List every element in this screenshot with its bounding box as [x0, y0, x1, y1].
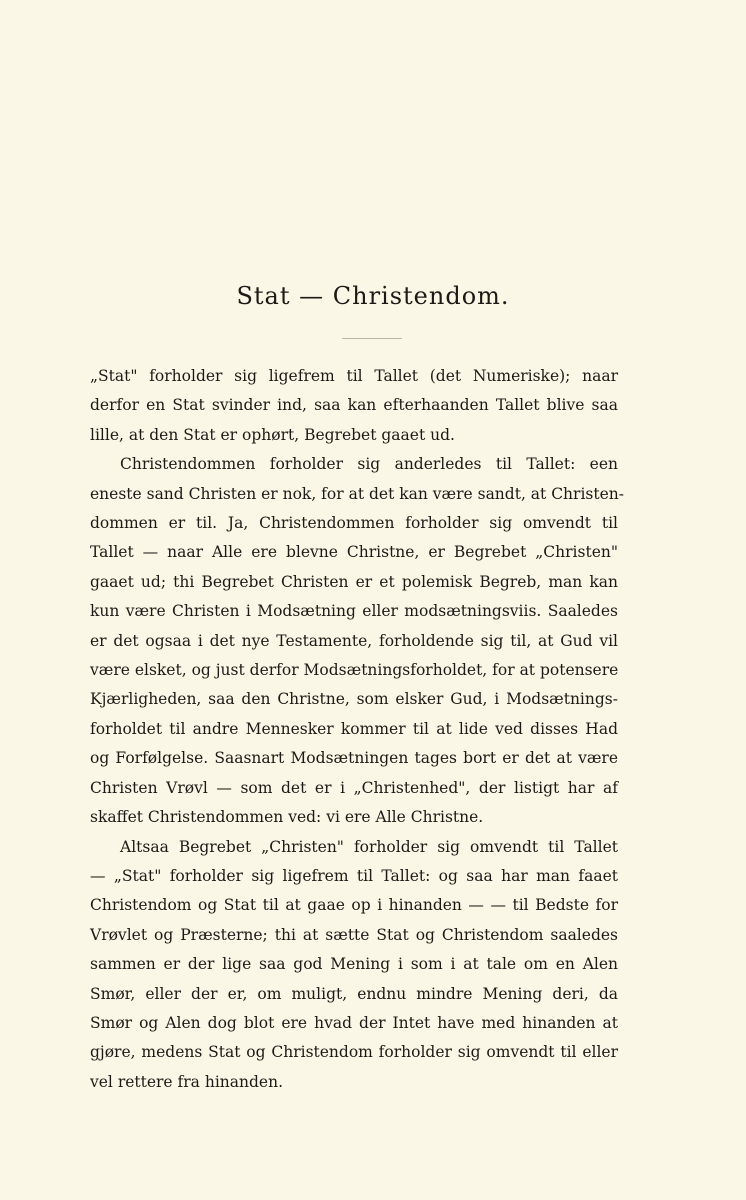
text-line: forholdet til andre Mennesker kommer til at lide ved disses Had [90, 719, 618, 738]
text-line: lille, at den Stat er ophørt, Begrebet gaaet ud. [90, 425, 455, 444]
paragraph-3 [90, 833, 618, 1098]
text-line: er det ogsaa i det nye Testamente, forholdende sig til, at Gud vil [90, 631, 618, 650]
title-divider [342, 338, 402, 339]
text-line: være elsket, og just derfor Modsætningsforholdet, for at potensere [90, 661, 619, 680]
paragraph-2 [90, 450, 624, 832]
text-line: gjøre, medens Stat og Christendom forholder sig omvendt til eller [90, 1043, 618, 1062]
text-line: og Forfølgelse. Saasnart Modsætningen tages bort er det at være [90, 749, 618, 768]
text-line: gaaet ud; thi Begrebet Christen er et polemisk Begreb, man kan [90, 572, 618, 591]
body-text [90, 362, 624, 1097]
text-line: sammen er der lige saa god Mening i som i at tale om en Alen [90, 955, 618, 974]
text-line: Christendom og Stat til at gaae op i hinanden — — til Bedste for [90, 896, 618, 915]
text-line: kun være Christen i Modsætning eller modsætningsviis. Saaledes [90, 602, 618, 621]
text-line: Altsaa Begrebet „Christen" forholder sig omvendt til Tallet [120, 837, 618, 856]
text-line: Tallet — naar Alle ere blevne Christne, er Begrebet „Christen" [90, 543, 618, 562]
text-line: Kjærligheden, saa den Christne, som elsker Gud, i Modsætnings- [90, 690, 618, 709]
text-line: Smør, eller der er, om muligt, endnu mindre Mening deri, da [90, 984, 618, 1003]
text-line: derfor en Stat svinder ind, saa kan efterhaanden Tallet blive saa [90, 396, 618, 415]
text-line: vel rettere fra hinanden. [90, 1072, 284, 1091]
text-line: Christendommen forholder sig anderledes til Tallet: een [120, 455, 618, 474]
text-line: Christen Vrøvl — som det er i „Christenhed", der listigt har af [90, 778, 618, 797]
text-line: eneste sand Christen er nok, for at det kan være sandt, at Christen- [90, 484, 624, 503]
paragraph-1 [90, 362, 618, 450]
text-line: Vrøvlet og Præsterne; thi at sætte Stat og Christendom saaledes [90, 925, 618, 944]
chapter-title: Stat — Christendom. [236, 282, 510, 310]
text-line: „Stat" forholder sig ligefrem til Tallet (det Numeriske); naar [90, 367, 618, 385]
text-line: — „Stat" forholder sig ligefrem til Tallet: og saa har man faaet [90, 866, 618, 885]
text-line: dommen er til. Ja, Christendommen forholder sig omvendt til [90, 514, 618, 533]
text-line: Smør og Alen dog blot ere hvad der Intet have med hinanden at [90, 1013, 618, 1032]
text-line: skaffet Christendommen ved: vi ere Alle Christne. [90, 808, 484, 827]
